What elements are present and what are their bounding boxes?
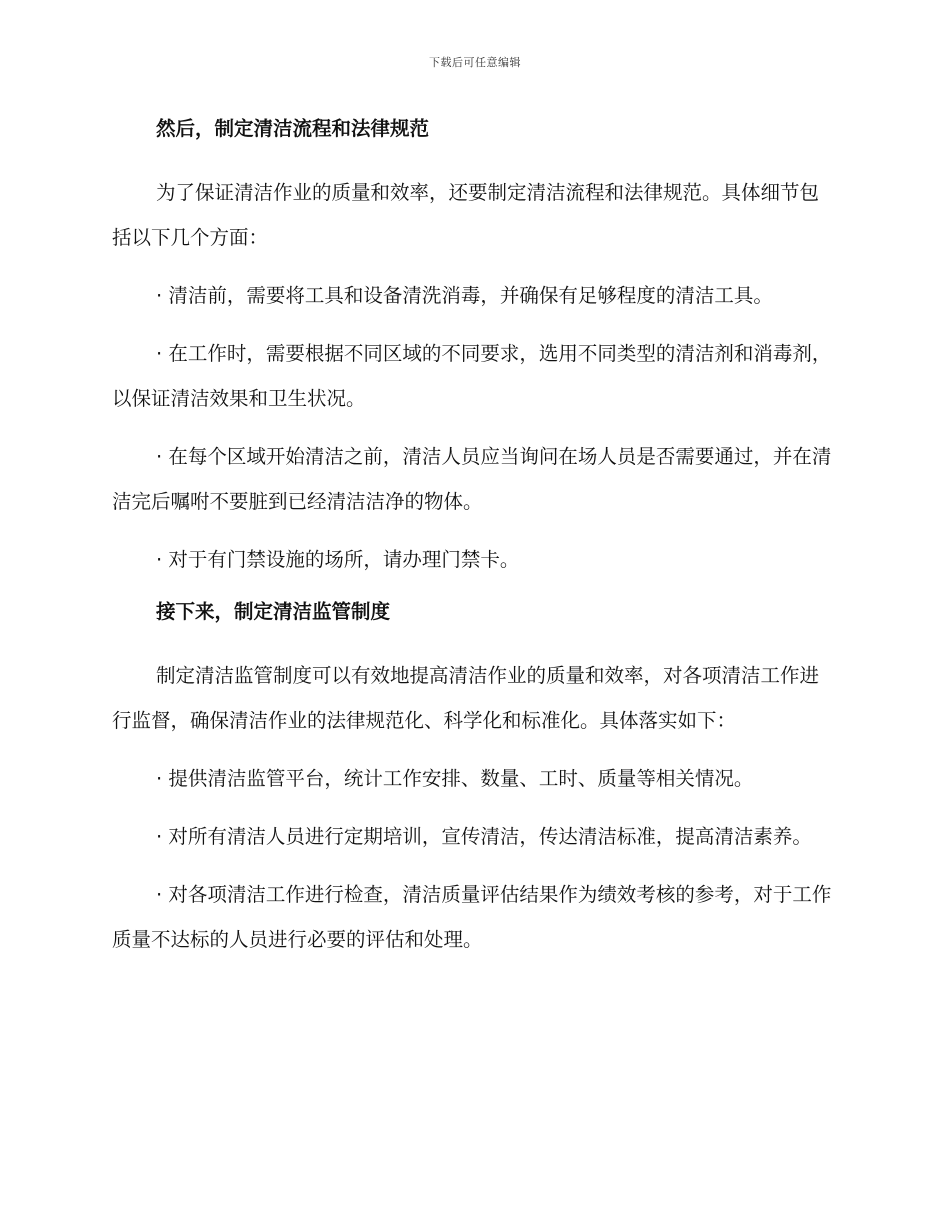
bullet-paragraph: · 对各项清洁工作进行检查，清洁质量评估结果作为绩效考核的参考，对于工作质量不达标的人员进行必要的评估和处理。 bbox=[112, 883, 832, 951]
bullet-paragraph: · 对所有清洁人员进行定期培训，宣传清洁，传达清洁标准，提高清洁素养。 bbox=[156, 825, 812, 848]
document-body bbox=[112, 112, 832, 975]
bullet-paragraph: · 清洁前，需要将工具和设备清洗消毒，并确保有足够程度的清洁工具。 bbox=[156, 284, 773, 307]
bullet-paragraph: · 对于有门禁设施的场所，请办理门禁卡。 bbox=[156, 548, 520, 571]
section-heading: 接下来，制定清洁监管制度 bbox=[156, 600, 391, 623]
section-heading: 然后，制定清洁流程和法律规范 bbox=[156, 117, 430, 140]
bullet-paragraph: · 在工作时，需要根据不同区域的不同要求，选用不同类型的清洁剂和消毒剂，以保证清洁效果和卫生状况。 bbox=[112, 342, 832, 410]
paragraph: 制定清洁监管制度可以有效地提高清洁作业的质量和效率，对各项清洁工作进行监督，确保清洁作业的法律规范化、科学化和标准化。具体落实如下： bbox=[112, 664, 820, 732]
paragraph: 为了保证清洁作业的质量和效率，还要制定清洁流程和法律规范。具体细节包括以下几个方面： bbox=[112, 181, 820, 249]
bullet-paragraph: · 提供清洁监管平台，统计工作安排、数量、工时、质量等相关情况。 bbox=[156, 767, 754, 790]
page-header: 下载后可任意编辑 bbox=[429, 56, 521, 69]
bullet-paragraph: · 在每个区域开始清洁之前，清洁人员应当询问在场人员是否需要通过，并在清洁完后嘱咐不要脏到已经清洁洁净的物体。 bbox=[112, 445, 832, 513]
